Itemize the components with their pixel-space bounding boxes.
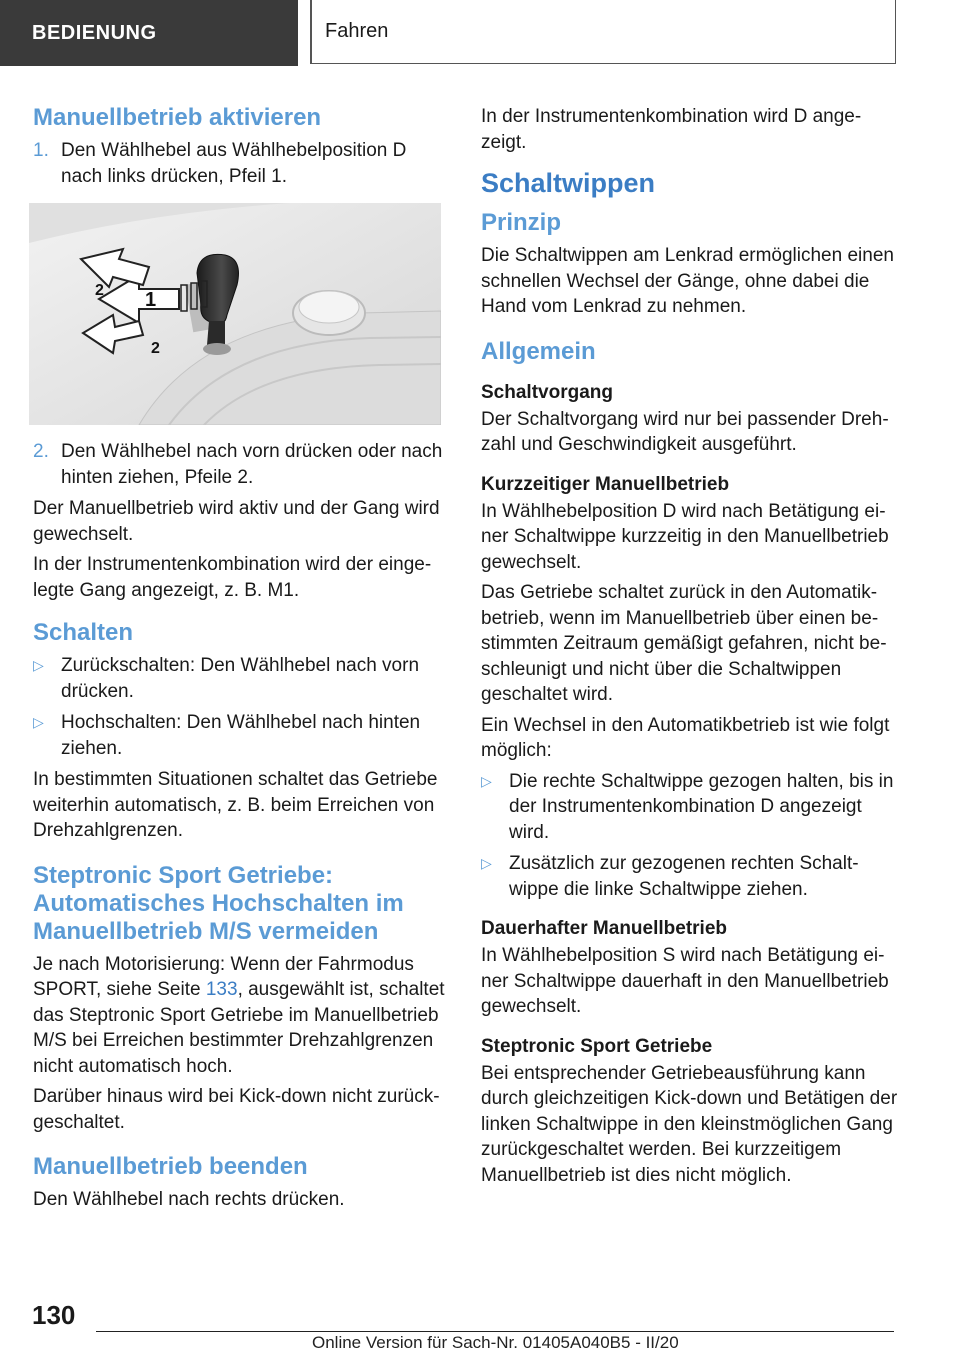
- arrow-label-2a: 2: [95, 282, 104, 299]
- footer-rule: [96, 1331, 894, 1332]
- gear-selector-illustration: [29, 203, 441, 425]
- triangle-bullet-icon: ▷: [481, 855, 492, 871]
- motor-text-a: Je nach Motorisierung: Wenn der Fahrmodus SPORT, siehe Seite: [33, 953, 414, 1000]
- triangle-bullet-icon: ▷: [33, 714, 44, 730]
- paragraph-display: In der Instrumentenkombination wird der eingelegte Gang angezeigt, z. B. M1.: [33, 554, 432, 601]
- paragraph-principle: Die Schaltwippen am Lenkrad ermöglichen einen schnellen Wechsel der Gänge, ohne dabei die Hand vom Lenkrad zu nehmen.: [481, 245, 894, 317]
- paragraph-end: Den Wählhebel nach rechts drücken.: [33, 1189, 345, 1210]
- right-column: [481, 98, 899, 1193]
- footer-online-version: Online Version für Sach-Nr. 01405A040B5 - II/20: [312, 1333, 679, 1352]
- paragraph-sport: Bei entsprechender Getriebeausführung kann durch gleichzeitigen Kick-down und Betätigen der linken Schaltwippe in den kleinstmöglichen Gang zurückgeschaltet werden. Bei kurzzeitigem Manuellbetrieb ist dies nicht möglich.: [481, 1062, 898, 1186]
- list-item: [33, 653, 445, 704]
- arrow-label-2b: 2: [151, 340, 160, 357]
- bullet-text: Hochschalten: Den Wählhebel nach hinten ziehen.: [61, 712, 421, 759]
- bullet-text: Zurückschalten: Den Wählhebel nach vorn drücken.: [61, 655, 420, 702]
- paragraph-kickdown: Darüber hinaus wird bei Kick-down nicht zurückgeschaltet.: [33, 1086, 440, 1133]
- motor-text-b: , ausgewählt ist, schaltet das Steptronic Sport Getriebe im Manuellbetrieb M/S bei Erreichen bestimmter Drehzahlgrenzen nicht automatisch hoch.: [33, 979, 445, 1077]
- paragraph-auto: In bestimmten Situationen schaltet das Getriebe weiterhin automatisch, z. B. beim Erreichen von Drehzahlgrenzen.: [33, 769, 438, 841]
- paragraph-short3: Ein Wechsel in den Automatikbetrieb ist wie folgt möglich:: [481, 714, 890, 761]
- list-item: [481, 851, 899, 902]
- chapter-header: [312, 0, 896, 64]
- heading-end: Manuellbetrieb beenden: [33, 1153, 308, 1180]
- bullet-text: Die rechte Schaltwippe gezogen halten, bis in der Instrumentenkombination D angezeigt wird.: [509, 770, 894, 843]
- page-link[interactable]: 133: [205, 979, 238, 1000]
- heading-process: Schaltvorgang: [481, 381, 613, 403]
- paragraph-short2: Das Getriebe schaltet zurück in den Automatikbetrieb, wenn im Manuellbetrieb über einen bestimmten Zeitraum gemäßigt gefahren, nicht beschleunigt und nicht über die Schaltwippen geschaltet wird.: [481, 582, 887, 705]
- heading-permanent: Dauerhafter Manuellbetrieb: [481, 918, 727, 939]
- section-tab: [0, 0, 298, 66]
- paragraph-top: In der Instrumentenkombination wird D angezeigt.: [481, 106, 862, 153]
- step-number: 2.: [33, 441, 49, 462]
- step-number: 1.: [33, 140, 49, 161]
- step-1: [33, 138, 445, 189]
- paragraph-permanent: In Wählhebelposition S wird nach Betätigung einer Schaltwippe dauerhaft in den Manuellbetrieb gewechselt.: [481, 945, 889, 1017]
- heading-paddles: Schaltwippen: [481, 168, 656, 198]
- step-text: Den Wählhebel nach vorn drücken oder nach hinten ziehen, Pfeile 2.: [61, 441, 443, 488]
- heading-steptronic: Steptronic Sport Getriebe: Automatisches Hochschalten im Manuellbetrieb M/S vermeiden: [33, 861, 404, 945]
- heading-principle: Prinzip: [481, 209, 562, 236]
- heading-short: Kurzzeitiger Manuellbetrieb: [481, 473, 730, 495]
- page-number: 130: [32, 1300, 76, 1330]
- paragraph-process: Der Schaltvorgang wird nur bei passender Drehzahl und Geschwindigkeit ausgeführt.: [481, 408, 889, 455]
- left-column: [33, 98, 445, 1218]
- gear-selector-figure: [29, 203, 441, 425]
- triangle-bullet-icon: ▷: [481, 772, 492, 789]
- paragraph-short1: In Wählhebelposition D wird nach Betätigung einer Schaltwippe kurzzeitig in den Manuellbetrieb gewechselt.: [481, 500, 889, 573]
- triangle-bullet-icon: ▷: [33, 657, 44, 673]
- heading-shift: Schalten: [33, 619, 134, 646]
- paragraph-active: Der Manuellbetrieb wird aktiv und der Gang wird gewechselt.: [33, 498, 440, 545]
- heading-activate: Manuellbetrieb aktivieren: [33, 104, 322, 131]
- arrow-label-1: 1: [145, 289, 157, 311]
- paragraph-motor: [33, 952, 445, 1080]
- heading-sport: Steptronic Sport Getriebe: [481, 1035, 713, 1057]
- bullet-text: Zusätzlich zur gezogenen rechten Schaltwippe die linke Schaltwippe ziehen.: [509, 853, 859, 900]
- step-2: [33, 439, 445, 490]
- list-item: [33, 710, 445, 761]
- list-item: [481, 769, 899, 846]
- section-title: BEDIENUNG: [32, 21, 157, 44]
- step-text: Den Wählhebel aus Wählhebelposition D nach links drücken, Pfeil 1.: [61, 140, 407, 187]
- chapter-title: Fahren: [325, 20, 389, 42]
- heading-general: Allgemein: [481, 337, 596, 365]
